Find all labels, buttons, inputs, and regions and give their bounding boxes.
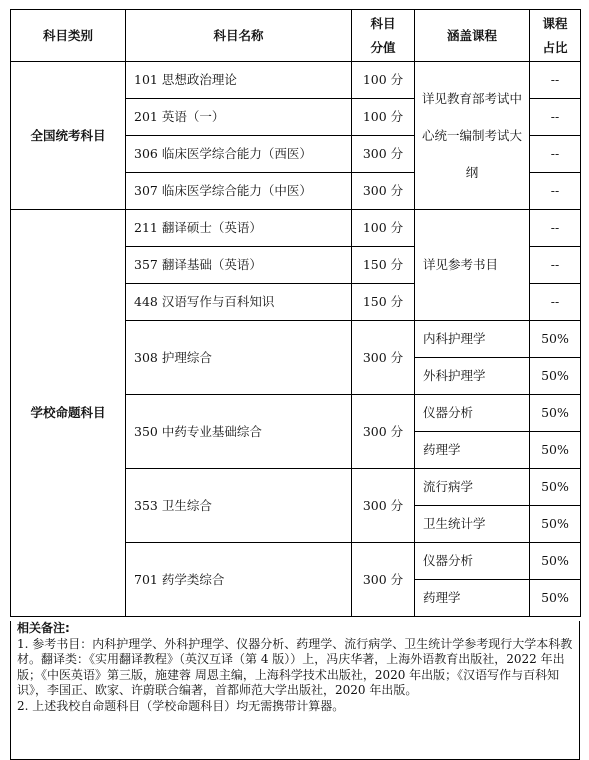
header-subject-name: 科目名称 <box>126 10 352 62</box>
course-percent: -- <box>530 210 581 247</box>
course-percent: -- <box>530 136 581 173</box>
subject-name: 448 汉语写作与百科知识 <box>126 284 352 321</box>
course-name: 外科护理学 <box>415 358 530 395</box>
subject-score: 300 分 <box>352 321 415 395</box>
subject-score: 100 分 <box>352 62 415 99</box>
note-item: 1. 参考书目：内科护理学、外科护理学、仪器分析、药理学、流行病学、卫生统计学参考现行大学本科教材。翻译类：《实用翻译教程》（英汉互译（第 4 版））上，冯庆华著，上海外语教育出版社，2022 年出版；《中医英语》第三版，施建蓉 周恩主编，上海科学技术出版社，2020 年出版；《汉语写作与百科知识》，李国正、欧家、许蔚联合编著，首都师范大学出版社，2020 年出版。 <box>17 636 573 698</box>
course-name: 药理学 <box>415 432 530 469</box>
course-name: 流行病学 <box>415 469 530 506</box>
header-category: 科目类别 <box>11 10 126 62</box>
course-percent: 50% <box>530 321 581 358</box>
subject-name: 701 药学类综合 <box>126 543 352 617</box>
subject-score: 150 分 <box>352 247 415 284</box>
course-name: 仪器分析 <box>415 543 530 580</box>
course-name: 内科护理学 <box>415 321 530 358</box>
note-item: 2. 上述我校自命题科目（学校命题科目）均无需携带计算器。 <box>17 698 345 713</box>
table-row <box>11 210 581 247</box>
courses-national: 详见教育部考试中心统一编制考试大纲 <box>415 62 530 210</box>
subject-name: 211 翻译硕士（英语） <box>126 210 352 247</box>
subject-name: 308 护理综合 <box>126 321 352 395</box>
course-percent: -- <box>530 99 581 136</box>
category-school: 学校命题科目 <box>11 210 126 617</box>
course-percent: 50% <box>530 506 581 543</box>
subject-score: 150 分 <box>352 284 415 321</box>
courses-reference: 详见参考书目 <box>415 210 530 321</box>
subject-name: 353 卫生综合 <box>126 469 352 543</box>
header-percent: 课程 占比 <box>530 10 581 62</box>
course-percent: 50% <box>530 358 581 395</box>
notes-title: 相关备注: <box>17 621 70 635</box>
subject-name: 101 思想政治理论 <box>126 62 352 99</box>
subject-name: 350 中药专业基础综合 <box>126 395 352 469</box>
course-name: 药理学 <box>415 580 530 617</box>
subject-score: 300 分 <box>352 395 415 469</box>
table-header-row <box>11 10 581 62</box>
course-percent: -- <box>530 62 581 99</box>
subject-score: 300 分 <box>352 543 415 617</box>
course-name: 卫生统计学 <box>415 506 530 543</box>
subject-score: 100 分 <box>352 99 415 136</box>
subject-name: 201 英语（一） <box>126 99 352 136</box>
exam-subjects-table <box>10 9 581 617</box>
notes-section <box>10 621 580 760</box>
course-percent: 50% <box>530 469 581 506</box>
subject-score: 300 分 <box>352 173 415 210</box>
course-percent: 50% <box>530 395 581 432</box>
subject-name: 307 临床医学综合能力（中医） <box>126 173 352 210</box>
subject-score: 300 分 <box>352 136 415 173</box>
category-national: 全国统考科目 <box>11 62 126 210</box>
course-percent: 50% <box>530 543 581 580</box>
course-percent: -- <box>530 173 581 210</box>
subject-name: 357 翻译基础（英语） <box>126 247 352 284</box>
subject-score: 100 分 <box>352 210 415 247</box>
header-score: 科目 分值 <box>352 10 415 62</box>
table-row <box>11 62 581 99</box>
subject-name: 306 临床医学综合能力（西医） <box>126 136 352 173</box>
course-percent: 50% <box>530 432 581 469</box>
header-courses: 涵盖课程 <box>415 10 530 62</box>
course-percent: -- <box>530 284 581 321</box>
course-percent: 50% <box>530 580 581 617</box>
course-name: 仪器分析 <box>415 395 530 432</box>
subject-score: 300 分 <box>352 469 415 543</box>
course-percent: -- <box>530 247 581 284</box>
